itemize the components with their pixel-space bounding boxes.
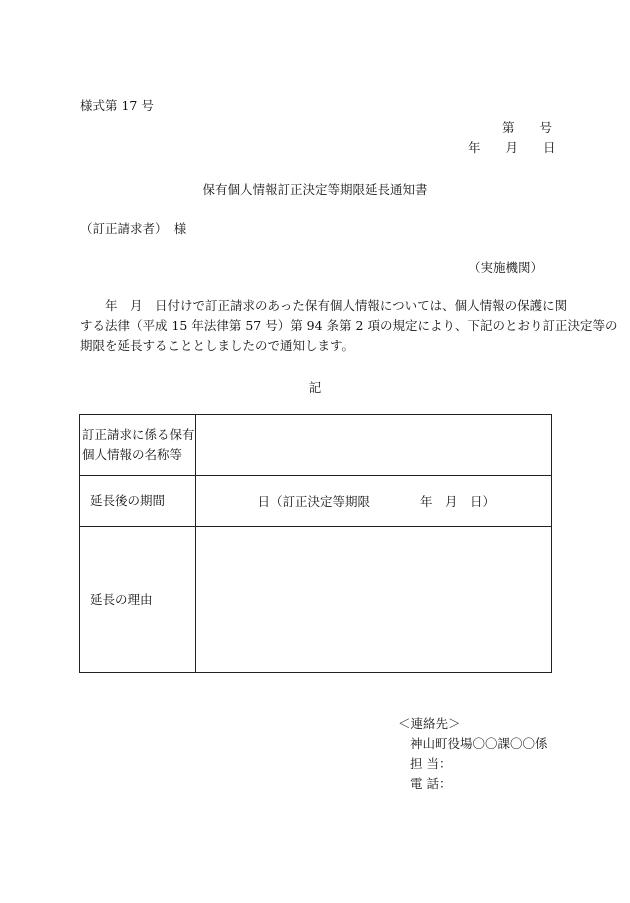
ki-heading: 記 bbox=[308, 380, 322, 395]
value-cell bbox=[195, 476, 551, 527]
body-paragraph bbox=[80, 296, 618, 356]
document-title: 保有個人情報訂正決定等期限延長通知書 bbox=[202, 182, 428, 197]
label-extension-reason: 延長の理由 bbox=[90, 591, 153, 607]
contact-phone: 電 話： bbox=[410, 776, 452, 791]
label-cell bbox=[80, 415, 196, 476]
contact-heading: ＜連絡先＞ bbox=[398, 716, 461, 731]
detail-table bbox=[79, 414, 552, 673]
value-info-name bbox=[195, 415, 551, 476]
contact-office: 神山町役場〇〇課〇〇係 bbox=[410, 736, 548, 751]
recipient: （訂正請求者） 様 bbox=[80, 221, 187, 236]
form-number: 様式第 17 号 bbox=[80, 98, 154, 113]
value-extension-reason bbox=[195, 527, 551, 673]
body-line-2: する法律（平成 15 年法律第 57 号）第 94 条第 2 項の規定により、下記のとおり訂正決定等の bbox=[80, 318, 618, 333]
label-cell bbox=[80, 527, 196, 673]
contact-block bbox=[398, 714, 548, 794]
label-extension-period: 延長後の期間 bbox=[90, 493, 166, 508]
table-row-extension-period bbox=[80, 476, 552, 527]
label-info-name-line2: 個人情報の名称等 bbox=[82, 447, 183, 462]
implementing-agency: （実施機関） bbox=[468, 260, 544, 275]
table-row-info-name bbox=[80, 415, 552, 476]
document-number: 第 号 bbox=[502, 120, 553, 135]
label-cell bbox=[80, 476, 196, 527]
table-row-extension-reason bbox=[80, 527, 552, 673]
contact-person: 担 当： bbox=[410, 756, 452, 771]
document-date: 年 月 日 bbox=[468, 140, 556, 155]
label-info-name-line1: 訂正請求に係る保有 bbox=[82, 427, 195, 442]
body-line-1: 年 月 日付けで訂正請求のあった保有個人情報については、個人情報の保護に関 bbox=[80, 298, 568, 313]
value-extension-period: 日（訂正決定等期限 年 月 日） bbox=[257, 494, 496, 509]
body-line-3: 期限を延長することとしましたので通知します。 bbox=[80, 338, 355, 353]
